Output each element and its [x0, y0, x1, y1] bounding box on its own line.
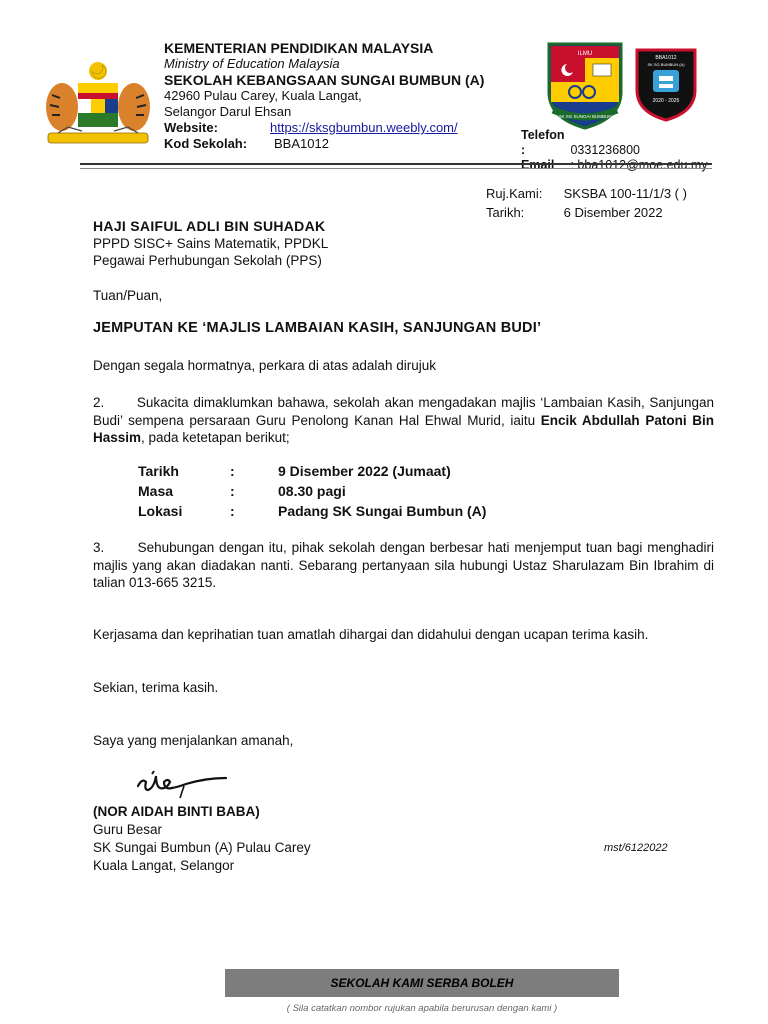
website-label: Website: — [164, 120, 218, 135]
detail-colon: : — [230, 503, 235, 519]
badge-years: 2020 - 2025 — [652, 98, 680, 104]
detail-colon: : — [230, 463, 235, 479]
reference-number: SKSBA 100-11/1/3 ( ) — [563, 186, 687, 201]
school-code-row — [164, 136, 524, 152]
closing-thanks: Kerjasama dan keprihatian tuan amatlah dihargai dan didahului dengan ucapan terima kasih. — [93, 627, 649, 642]
school-code-label: Kod Sekolah: — [164, 136, 248, 151]
closing-amanah: Saya yang menjalankan amanah, — [93, 733, 294, 748]
reference-row — [486, 184, 687, 203]
footer-note: ( Sila catatkan nombor rujukan apabila berurusan dengan kami ) — [286, 1003, 558, 1014]
badge-code: BBA1012 — [655, 55, 677, 61]
detail-colon: : — [230, 483, 235, 499]
reference-label: Ruj.Kami: — [486, 186, 543, 201]
letterhead — [164, 40, 524, 152]
paragraph-3: 3. Sehubungan dengan itu, pihak sekolah dengan berbesar hati menjemput tuan bagi menghadiri majlis yang akan diadakan nanti. Sebarang pertanyaan sila hubungi Ustaz Sharulazam Bin Ibrahim di talian 013-665 3215. — [93, 540, 714, 590]
retiree-name: Encik Abdullah Patoni Bin Hassim — [93, 412, 714, 445]
closing-sekian: Sekian, terima kasih. — [93, 680, 219, 695]
intro-line: Dengan segala hormatnya, perkara di atas adalah dirujuk — [93, 358, 436, 373]
detail-value: 08.30 pagi — [278, 483, 346, 499]
detail-label: Masa — [138, 483, 174, 499]
phone-number: 0331236800 — [570, 143, 641, 157]
school-motto: SEKOLAH KAMI SERBA BOLEH — [330, 976, 514, 990]
phone-label: Telefon : — [521, 128, 565, 157]
email-label: Email — [521, 158, 555, 172]
detail-row-location — [138, 501, 486, 521]
signer-name: (NOR AIDAH BINTI BABA) — [93, 804, 260, 819]
paragraph-2-tail: , pada ketetapan berikut; — [141, 430, 290, 445]
paragraph-2 — [93, 394, 714, 447]
shield-motto: ILMU — [577, 51, 593, 57]
addressee-block — [93, 218, 328, 269]
letter-date: 6 Disember 2022 — [563, 205, 663, 220]
signer-location: Kuala Langat, Selangor — [93, 858, 235, 873]
school-motto-bar — [225, 969, 619, 997]
signer-school: SK Sungai Bumbun (A) Pulau Carey — [93, 840, 311, 855]
address-line-1: 42960 Pulau Carey, Kuala Langat, — [164, 88, 362, 103]
malaysia-coat-of-arms-logo — [40, 55, 156, 155]
date-label: Tarikh: — [486, 205, 525, 220]
reference-code: mst/6122022 — [604, 842, 668, 854]
addressee-name: HAJI SAIFUL ADLI BIN SUHADAK — [93, 218, 326, 234]
event-details — [138, 461, 486, 521]
reference-block — [486, 184, 687, 222]
salutation: Tuan/Puan, — [93, 288, 163, 303]
address-line-2: Selangor Darul Ehsan — [164, 104, 292, 119]
detail-value: 9 Disember 2022 (Jumaat) — [278, 463, 451, 479]
header-divider — [80, 163, 712, 169]
ministry-name-en: Ministry of Education Malaysia — [164, 56, 340, 71]
handwritten-signature — [128, 752, 238, 808]
ministry-name: KEMENTERIAN PENDIDIKAN MALAYSIA — [164, 40, 434, 56]
detail-value: Padang SK Sungai Bumbun (A) — [278, 503, 487, 519]
school-name: SEKOLAH KEBANGSAAN SUNGAI BUMBUN (A) — [164, 72, 485, 88]
signer-title: Guru Besar — [93, 822, 163, 837]
detail-row-date — [138, 461, 486, 481]
website-link[interactable]: https://sksgbumbun.weebly.com/ — [270, 120, 458, 135]
phone-row — [521, 128, 708, 158]
detail-label: Tarikh — [138, 463, 179, 479]
website-row — [164, 120, 524, 136]
school-shield-logo — [545, 40, 625, 130]
date-row — [486, 203, 687, 222]
paragraph-2-text: 2. Sukacita dimaklumkan bahawa, sekolah akan mengadakan majlis ‘Lambaian Kasih, Sanjungan Budi’ sempena persaraan Guru Penolong Kanan Hal Ehwal Murid, iaitu — [93, 395, 714, 428]
addressee-line-2: Pegawai Perhubungan Sekolah (PPS) — [93, 253, 322, 268]
detail-label: Lokasi — [138, 503, 183, 519]
signer-block — [93, 803, 311, 875]
detail-row-time — [138, 481, 486, 501]
school-code: BBA1012 — [274, 136, 329, 151]
addressee-line-1: PPPD SISC+ Sains Matematik, PPDKL — [93, 236, 329, 251]
email-address: : bba1012@moe.edu.my — [570, 158, 708, 172]
badge-school: SK SG BUMBUN (A) — [647, 62, 685, 67]
school-anniversary-badge — [633, 46, 699, 122]
shield-school-text: SK SG SUNGAI BUMBUN — [558, 114, 612, 119]
letter-subject: JEMPUTAN KE ‘MAJLIS LAMBAIAN KASIH, SANJUNGAN BUDI’ — [93, 320, 542, 336]
